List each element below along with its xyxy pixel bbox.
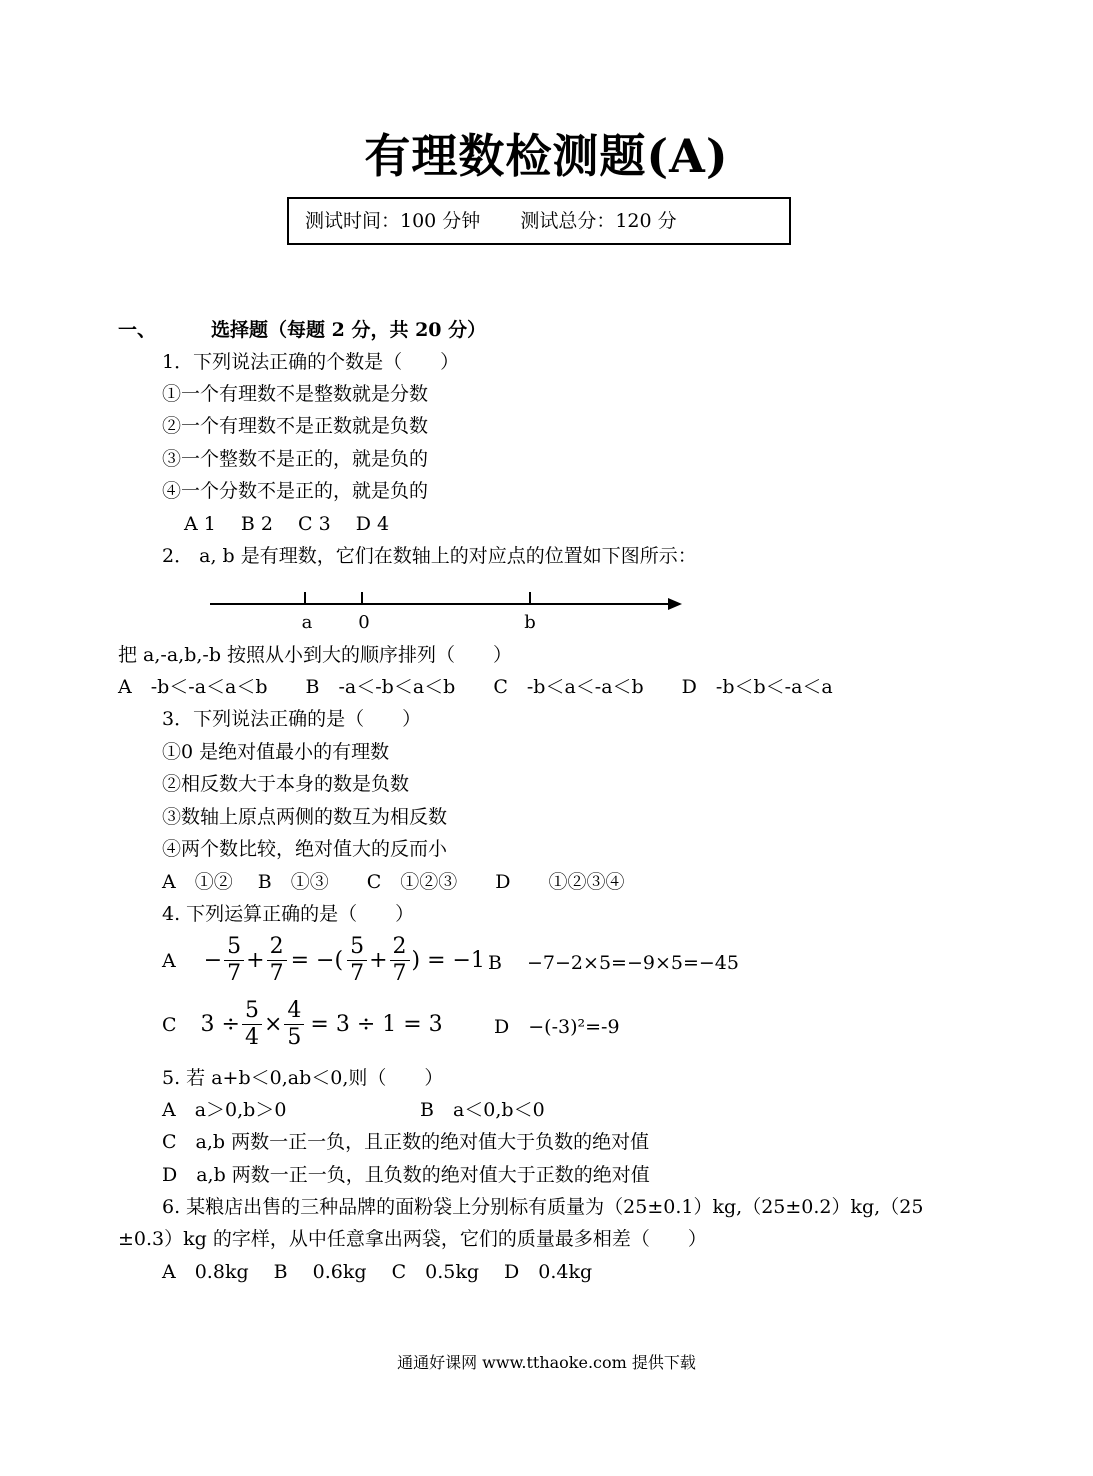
q3-item-2: ②相反数大于本身的数是负数 [162, 773, 410, 795]
label-zero: 0 [358, 612, 370, 633]
label-b: b [524, 612, 536, 633]
label-a: a [301, 612, 313, 633]
q1-item-2: ②一个有理数不是正数就是负数 [162, 415, 429, 437]
q4-option-b: B −7−2×5=−9×5=−45 [488, 952, 739, 974]
fraction: $\frac{2}{7}$ [390, 934, 410, 987]
q4-c-label: C [162, 1013, 177, 1036]
q4-a-minus: − [203, 948, 223, 973]
fraction: $\frac{4}{5}$ [284, 998, 304, 1051]
number-line-arrow [668, 598, 682, 610]
q6-stem-line-2: ±0.3）kg 的字样，从中任意拿出两袋，它们的质量最多相差（ ） [118, 1228, 707, 1250]
q4-c-tail: = 3 ÷ 1 = 3 [310, 1012, 443, 1037]
test-total-score: 测试总分：120 分 [520, 210, 677, 232]
q6-stem-line-1: 6. 某粮店出售的三种品牌的面粉袋上分别标有质量为（25±0.1）kg,（25±0.2）kg,（25 [162, 1196, 924, 1218]
q4-a-label: A [162, 949, 176, 972]
q4-a-tail: ) = −1 [411, 948, 485, 973]
q5-option-d: D a,b 两数一正一负，且负数的绝对值大于正数的绝对值 [162, 1164, 650, 1186]
q3-stem: 3．下列说法正确的是（ ） [162, 708, 422, 730]
page-footer: 通通好课网 www.tthaoke.com 提供下载 [397, 1353, 696, 1372]
q3-item-4: ④两个数比较，绝对值大的反而小 [162, 838, 448, 860]
q3-options: A ①② B ①③ C ①②③ D ①②③④ [162, 871, 625, 893]
page-title: 有理数检测题(A) [364, 129, 729, 183]
q1-item-3: ③一个整数不是正的，就是负的 [162, 448, 429, 470]
q5-option-a: A a＞0,b＞0 [162, 1099, 287, 1121]
q4-option-c [162, 998, 443, 1051]
q3-item-1: ①0 是绝对值最小的有理数 [162, 741, 390, 763]
fraction: $\frac{2}{7}$ [267, 934, 287, 987]
q3-item-3: ③数轴上原点两侧的数互为相反数 [162, 806, 448, 828]
test-info-box [287, 197, 791, 245]
q5-option-c: C a,b 两数一正一负，且正数的绝对值大于负数的绝对值 [162, 1131, 650, 1153]
section-heading [118, 318, 486, 342]
q4-option-d: D −(-3)²=-9 [494, 1016, 620, 1038]
number-line-figure [210, 592, 685, 642]
q4-option-a [162, 934, 485, 987]
q2-prompt: 把 a,-a,b,-b 按照从小到大的顺序排列（ ） [118, 644, 513, 666]
q4-a-plus-1: + [246, 948, 265, 973]
fraction: $\frac{5}{4}$ [242, 998, 262, 1051]
fraction: $\frac{5}{7}$ [224, 934, 244, 987]
q2-options: A -b＜-a＜a＜b B -a＜-b＜a＜b C -b＜a＜-a＜b D -b＜b＜-a＜a [118, 676, 833, 698]
q1-item-1: ①一个有理数不是整数就是分数 [162, 383, 429, 405]
q4-c-times: × [263, 1012, 283, 1037]
section-title: 选择题（每题 2 分，共 20 分） [211, 319, 487, 341]
fraction: $\frac{5}{7}$ [347, 934, 367, 987]
q6-options: A 0.8kg B 0.6kg C 0.5kg D 0.4kg [162, 1261, 593, 1283]
q4-c-head: 3 ÷ [200, 1012, 240, 1037]
section-number: 一、 [118, 319, 157, 341]
q2-stem: 2． a, b 是有理数，它们在数轴上的对应点的位置如下图所示： [162, 545, 697, 567]
q5-option-b: B a＜0,b＜0 [420, 1099, 545, 1121]
q4-stem: 4. 下列运算正确的是（ ） [162, 903, 415, 925]
q1-item-4: ④一个分数不是正的，就是负的 [162, 480, 429, 502]
q1-stem: 1．下列说法正确的个数是（ ） [162, 351, 460, 373]
q4-a-eq: = −( [290, 948, 344, 973]
test-time: 测试时间：100 分钟 [305, 210, 481, 232]
q5-stem: 5. 若 a+b＜0,ab＜0,则（ ） [162, 1067, 444, 1089]
q1-options: A 1 B 2 C 3 D 4 [184, 513, 390, 535]
q4-a-plus-2: + [369, 948, 388, 973]
